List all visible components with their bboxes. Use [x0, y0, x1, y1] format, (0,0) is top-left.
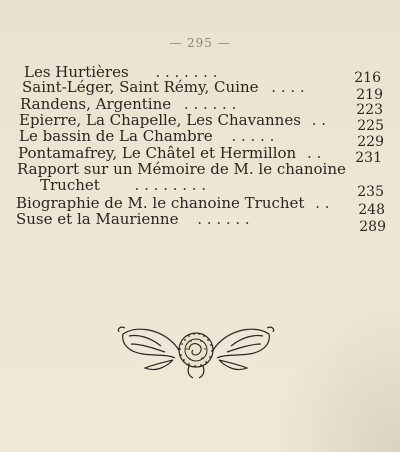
toc-entry: [19, 128, 274, 145]
toc-entry-page: 216: [354, 70, 381, 86]
toc-leader-dots: . . . . . .: [197, 210, 250, 228]
toc-entry-page: 289: [359, 219, 386, 235]
rose-ornament-icon: [115, 322, 277, 380]
toc-entry-page: 229: [357, 134, 384, 150]
toc-entry-page: 248: [358, 202, 385, 218]
toc-entry-page: 223: [356, 102, 383, 118]
toc-leader-dots: . . . .: [271, 78, 305, 96]
toc-entry-title: Suse et la Maurienne: [16, 210, 179, 228]
toc-entry-title: Le bassin de La Chambre: [19, 127, 213, 145]
toc-leader-dots: . . . . . .: [183, 95, 237, 113]
toc-entry-continuation: [40, 177, 206, 194]
toc-entry-page: 235: [357, 184, 384, 200]
toc-leader-dots: . .: [315, 194, 330, 212]
toc-entry-title: Truchet: [40, 176, 100, 194]
toc-leader-dots: . . . . . . .: [155, 63, 218, 81]
toc-leader-dots: . .: [306, 144, 322, 162]
toc-entry-page: 231: [355, 150, 382, 166]
toc-entry-page: 219: [356, 87, 383, 103]
toc-leader-dots: . . . . . . . .: [134, 176, 207, 194]
toc-entry: [22, 79, 305, 96]
toc-entry-title: Pontamafrey, Le Châtel et Hermillon: [18, 144, 297, 162]
toc-entry-title: Randens, Argentine: [20, 95, 172, 113]
page-shadow: [270, 292, 400, 452]
toc-entry-title: Biographie de M. le chanoine Truchet: [16, 194, 305, 212]
toc-entry-title: Rapport sur un Mémoire de M. le chanoine: [17, 160, 346, 178]
page-number: — 295 —: [169, 36, 231, 50]
toc-entry: [16, 211, 250, 228]
toc-entry-title: Saint-Léger, Saint Rémy, Cuine: [22, 78, 259, 96]
toc-entry-title: Les Hurtières: [24, 63, 129, 81]
toc-leader-dots: . . . . .: [231, 127, 275, 145]
toc-entry-title: Epierre, La Chapelle, Les Chavannes: [19, 111, 301, 129]
toc-entry-page: 225: [357, 118, 384, 134]
toc-leader-dots: . .: [311, 111, 327, 129]
